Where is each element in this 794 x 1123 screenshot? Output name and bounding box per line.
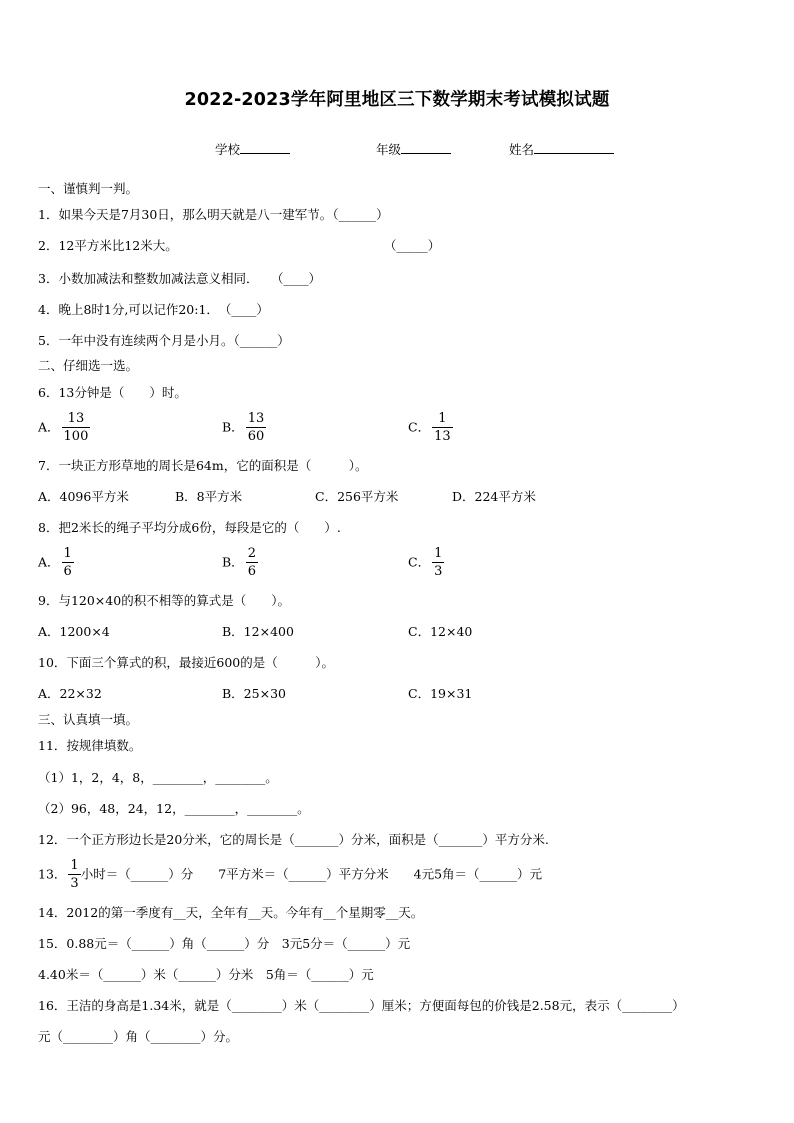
q10-option-a: A．22×32	[38, 686, 102, 701]
q6-option-b-fraction: $\frac{13}{60}$	[247, 411, 265, 444]
q8-option-b-fraction: $\frac{2}{6}$	[247, 546, 256, 579]
grade-field	[376, 140, 451, 158]
section3-heading: 三、认真填一填。	[38, 712, 139, 727]
question-11-part-2: （2）96，48，24，12，________，________。	[38, 801, 310, 816]
q8-option-c-fraction: $\frac{1}{3}$	[434, 546, 443, 579]
section2-heading: 二、仔细选一选。	[38, 358, 139, 373]
q9-option-b: B．12×400	[222, 624, 294, 639]
question-3: 3．小数加减法和整数加减法意义相同． （____）	[38, 271, 321, 286]
q10-option-b: B．25×30	[222, 686, 286, 701]
question-2-answer: （_____）	[384, 238, 441, 253]
question-4: 4．晚上8时1分,可以记作20:1． （____）	[38, 302, 269, 317]
question-10: 10．下面三个算式的积，最接近600的是（ ）。	[38, 655, 335, 670]
name-blank[interactable]	[534, 141, 614, 154]
page-title: 2022-2023学年阿里地区三下数学期末考试模拟试题	[184, 90, 610, 110]
q9-option-a: A．1200×4	[38, 624, 110, 639]
question-14: 14．2012的第一季度有__天，全年有__天。今年有__个星期零__天。	[38, 905, 424, 920]
question-1: 1．如果今天是7月30日，那么明天就是八一建军节。（______）	[38, 207, 389, 222]
q7-option-d: D．224平方米	[452, 489, 536, 504]
school-blank[interactable]	[240, 141, 290, 154]
question-12: 12．一个正方形边长是20分米，它的周长是（_______）分米，面积是（_______）平方分米.	[38, 832, 549, 847]
question-11-part-1: （1）1，2，4，8，________，________。	[38, 770, 278, 785]
q6-option-a-fraction: $\frac{13}{100}$	[63, 411, 89, 444]
school-field	[215, 140, 290, 158]
grade-blank[interactable]	[401, 141, 451, 154]
question-2: 2．12平方米比12米大。	[38, 238, 178, 253]
school-label: 学校	[215, 142, 241, 157]
q7-option-c: C．256平方米	[315, 489, 399, 504]
q10-option-c: C．19×31	[408, 686, 473, 701]
q8-option-a-fraction: $\frac{1}{6}$	[63, 546, 72, 579]
question-15-line-2: 4.40米＝（______）米（______）分米 5角＝（______）元	[38, 967, 374, 982]
q6-option-a: A． $\frac{13}{100}$	[38, 411, 89, 444]
question-8: 8．把2米长的绳子平均分成6份，每段是它的（ ）.	[38, 520, 341, 535]
question-15-line-1: 15．0.88元＝（______）角（______）分 3元5分＝（______）元	[38, 936, 411, 951]
question-7: 7．一块正方形草地的周长是64m，它的面积是（ ）。	[38, 458, 368, 473]
question-16-line-2: 元（________）角（________）分。	[38, 1029, 239, 1044]
q13-fraction: $\frac{1}{3}$	[70, 858, 79, 891]
q7-option-a: A．4096平方米	[38, 489, 129, 504]
q9-option-c: C．12×40	[408, 624, 473, 639]
question-16-line-1: 16．王洁的身高是1.34米，就是（________）米（________）厘米；方便面每包的价钱是2.58元，表示（________）	[38, 998, 685, 1013]
q8-option-a: A． $\frac{1}{6}$	[38, 546, 72, 579]
section1-heading: 一、谨慎判一判。	[38, 181, 139, 196]
question-11: 11．按规律填数。	[38, 738, 142, 753]
q6-option-c-fraction: $\frac{1}{13}$	[434, 411, 451, 444]
q7-option-b: B．8平方米	[175, 489, 243, 504]
q8-option-c: C． $\frac{1}{3}$	[408, 546, 443, 579]
question-5: 5．一年中没有连续两个月是小月。（______）	[38, 333, 290, 348]
question-6: 6．13分钟是（ ）时。	[38, 385, 187, 400]
question-13: 13． $\frac{1}{3}$ 小时＝（______）分 7平方米＝（______）平方分米 4元5角＝（______）元	[38, 858, 543, 891]
grade-label: 年级	[376, 142, 402, 157]
name-field	[509, 140, 614, 158]
q6-option-b: B． $\frac{13}{60}$	[222, 411, 265, 444]
name-label: 姓名	[509, 142, 535, 157]
question-9: 9．与120×40的积不相等的算式是（ ）。	[38, 593, 290, 608]
q6-option-c: C． $\frac{1}{13}$	[408, 411, 451, 444]
q8-option-b: B． $\frac{2}{6}$	[222, 546, 256, 579]
